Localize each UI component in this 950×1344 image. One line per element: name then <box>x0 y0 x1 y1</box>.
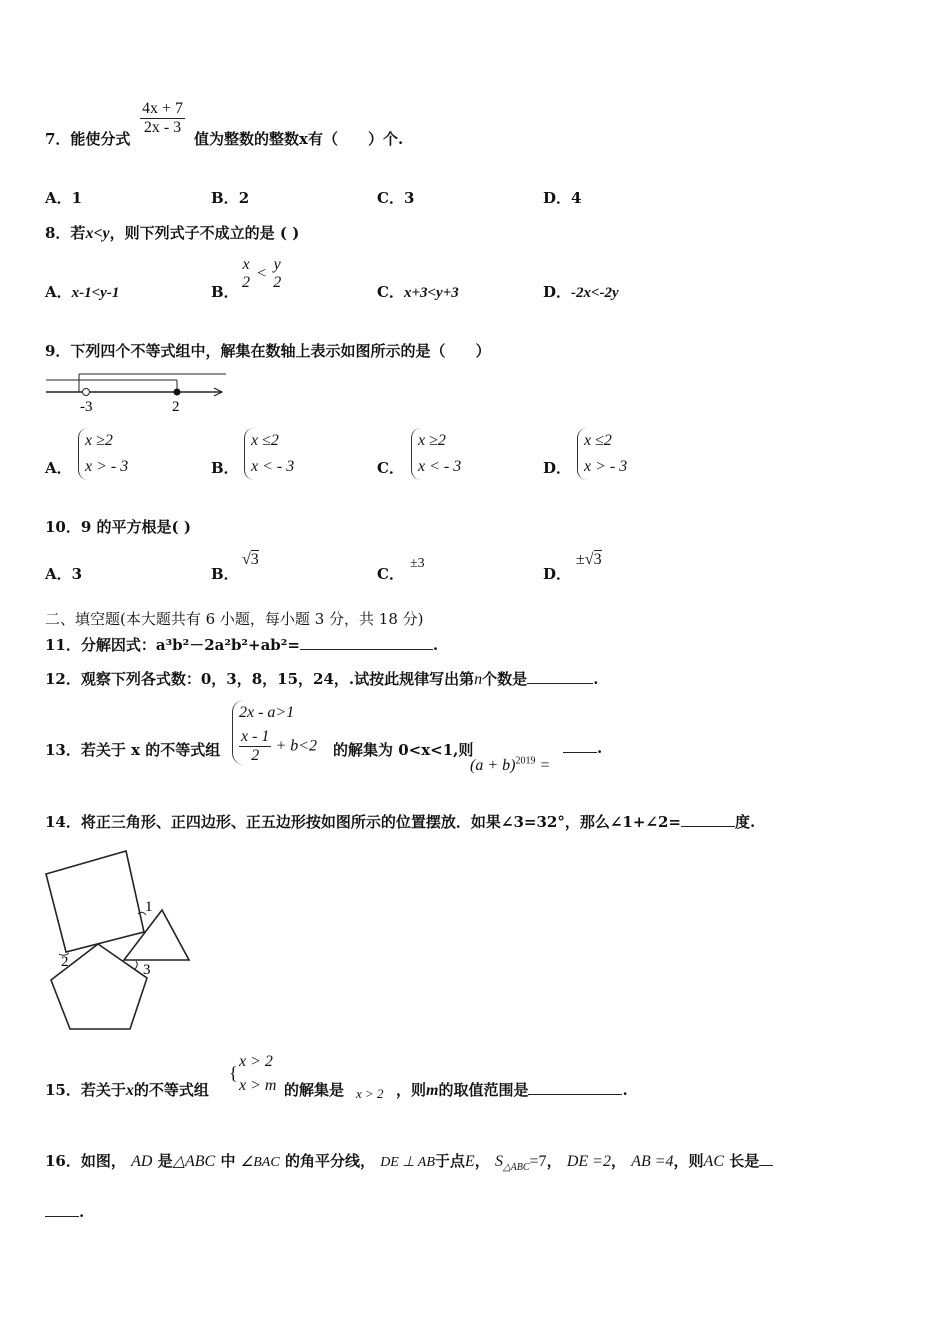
axis-label-2: 2 <box>172 399 180 415</box>
q9-option-a-label: A． <box>45 459 72 477</box>
q16-line1: 16．如图， AD 是△ABC 中 ∠BAC 的角平分线， DE ⊥ AB于点E， $S_{\triangle ABC}=7$， DE =2， AB =4，则AC 长是 <box>45 1150 773 1173</box>
q13-blank <box>563 752 597 753</box>
q13-mid: 的解集为 0<x<1,则 <box>333 741 474 759</box>
polygons-figure <box>42 848 202 1038</box>
q12-blank <box>527 683 593 684</box>
q8-stem: 8．若x<y，则下列式子不成立的是 ( ) <box>45 224 300 242</box>
q15-tail: ，则m的取值范围是 . <box>396 1081 628 1099</box>
q7-option-d: D．4 <box>543 189 582 207</box>
angle-3-arc <box>135 961 137 969</box>
q12: 12．观察下列各式数：0，3，8，15，24，.试按此规律写出第n个数是 . <box>45 670 599 688</box>
q10-option-c-label: C． <box>377 565 404 583</box>
q9-option-b-label: B． <box>211 459 239 477</box>
open-dot <box>83 389 90 396</box>
q7-option-c: C．3 <box>377 189 415 207</box>
q8-option-a: A．x-1<y-1 <box>45 283 120 301</box>
q7-option-b: B．2 <box>211 189 250 207</box>
q15-stem-c: 的解集是 <box>284 1081 345 1099</box>
q8-option-b-expr: x 2 < y 2 <box>242 256 282 291</box>
q7-frac-den: 2x - 3 <box>143 119 182 136</box>
q7-fraction <box>140 100 185 137</box>
q11-blank <box>300 649 433 650</box>
q9-option-b-system: x ≤2 x < - 3 <box>244 428 294 480</box>
q9-option-d-system: x ≤2 x > - 3 <box>577 428 627 480</box>
q9-option-c-label: C． <box>377 459 404 477</box>
q15-blank <box>528 1094 622 1095</box>
q7-frac-num: 4x + 7 <box>142 100 184 117</box>
q10-option-b-sqrt: √3 <box>242 551 259 568</box>
q8-option-d: D．-2x<-2y <box>543 283 619 301</box>
axis-label-minus3: -3 <box>80 399 93 415</box>
q8-option-c: C．x+3<y+3 <box>377 283 459 301</box>
q10-option-a: A．3 <box>45 565 83 583</box>
q10-option-c-value: ±3 <box>410 556 425 571</box>
angle-label-1: 1 <box>145 899 153 915</box>
q14-blank <box>681 826 735 827</box>
q15-system: { x > 2 x > m <box>229 1053 277 1094</box>
closed-dot <box>174 389 181 396</box>
q13-system: 2x - a>1 $\frac{x - 1}{2}$ + b<2 <box>232 700 317 765</box>
q9-stem: 9．下列四个不等式组中，解集在数轴上表示如图所示的是（ ） <box>45 342 491 360</box>
number-line-figure <box>44 368 234 418</box>
q13-answer: . <box>563 739 602 757</box>
q10-option-d-value: ±√3 <box>576 551 602 568</box>
q11: 11．分解因式：a³b²－2a²b²+ab²= . <box>45 636 439 654</box>
q9-option-d-label: D． <box>543 459 572 477</box>
q16-line2: . <box>45 1203 84 1221</box>
q15-solution: x > 2 <box>356 1086 384 1101</box>
q10-stem: 10．9 的平方根是( ) <box>45 518 191 536</box>
q8-option-b-label: B． <box>211 283 239 301</box>
q13-stem: 13．若关于 x 的不等式组 <box>45 741 221 759</box>
section-2-heading: 二、填空题(本大题共有 6 小题，每小题 3 分，共 18 分) <box>45 610 424 628</box>
q10-option-d-label: D． <box>543 565 572 583</box>
angle-label-3: 3 <box>143 962 151 978</box>
q7-suffix: 值为整数的整数x有（ ）个. <box>194 130 404 148</box>
square-shape <box>46 851 144 952</box>
angle-label-2: 2 <box>61 954 69 970</box>
q13-expression: $(a + b)^{2019}$ = <box>470 755 550 774</box>
q7-prefix: 7．能使分式 <box>45 130 131 148</box>
q9-option-c-system: x ≥2 x < - 3 <box>411 428 461 480</box>
q7-option-a: A．1 <box>45 189 83 207</box>
q14: 14．将正三角形、正四边形、正五边形按如图所示的位置摆放．如果∠3=32°，那么∠1+∠2= 度. <box>45 813 756 831</box>
q9-option-a-system: x ≥2 x > - 3 <box>78 428 128 480</box>
q15-stem: 15．若关于x的不等式组 <box>45 1081 209 1099</box>
q16-blank-start <box>759 1165 773 1166</box>
q10-option-b-label: B． <box>211 565 239 583</box>
q16-blank <box>45 1216 79 1217</box>
